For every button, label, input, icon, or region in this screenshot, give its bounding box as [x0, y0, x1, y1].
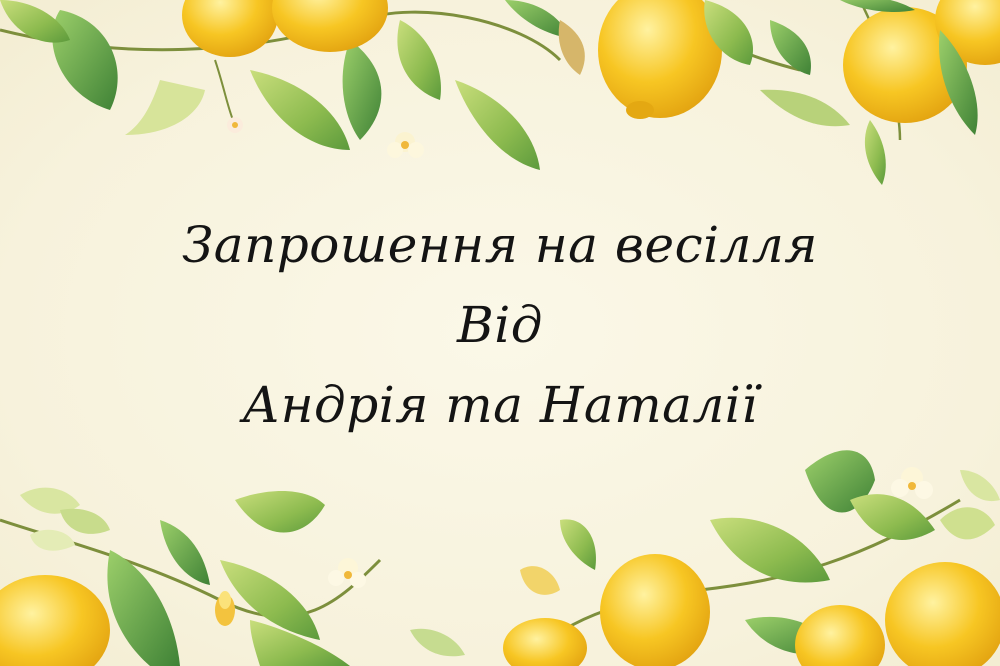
- invitation-names: Андрія та Наталії: [242, 376, 758, 434]
- invitation-title: Запрошення на весілля: [182, 216, 818, 274]
- invitation-from: Від: [457, 296, 543, 354]
- bottom-left-branch: [0, 488, 465, 666]
- blossom-bottom-left: [328, 558, 366, 588]
- blossom-bottom-right: [891, 467, 933, 499]
- bottom-right-branch: [503, 450, 1000, 666]
- invitation-text: [150, 205, 850, 455]
- top-branch: [0, 0, 1000, 185]
